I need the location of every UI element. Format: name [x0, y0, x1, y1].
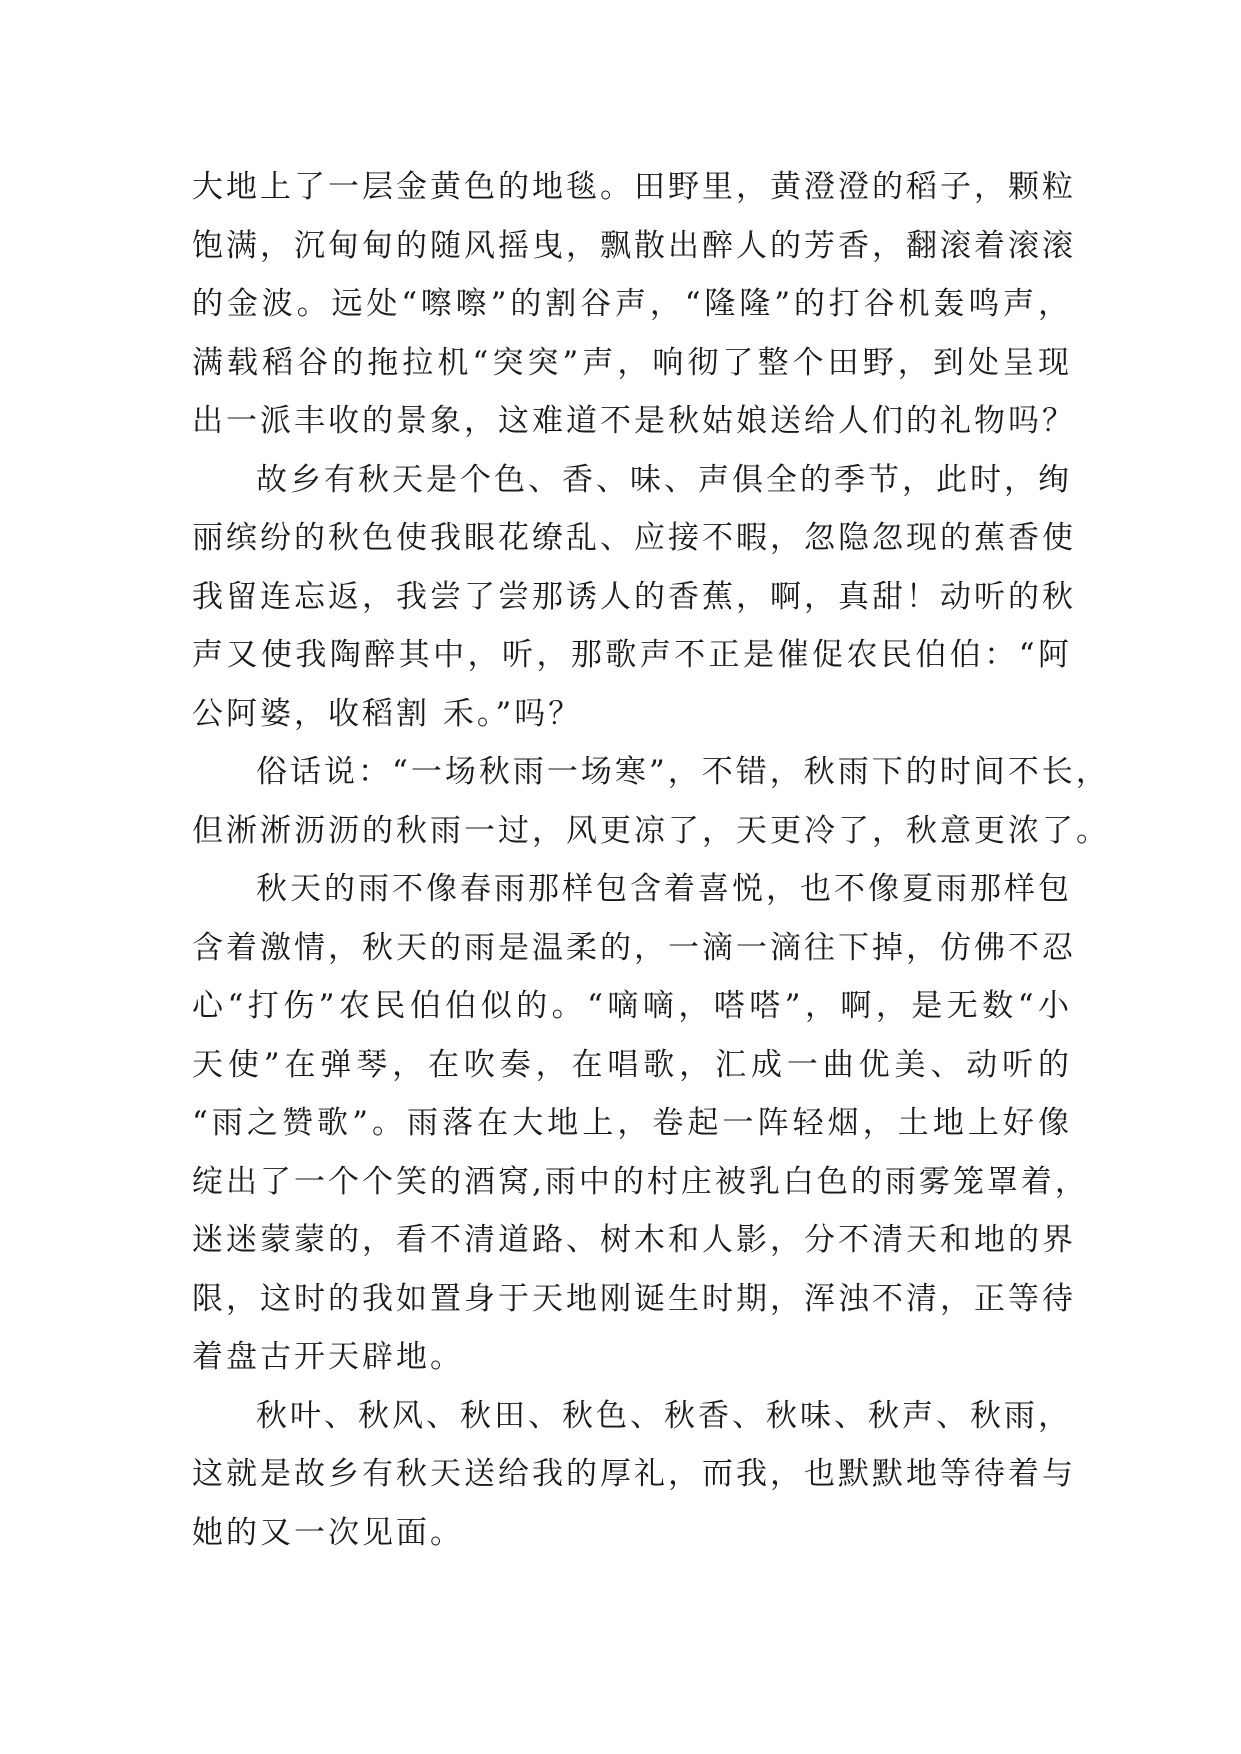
text-line: 公阿婆，收稻割 禾。”吗？ — [192, 695, 583, 732]
text-line: 俗话说：“一场秋雨一场寒”，不错，秋雨下的时间不长， — [256, 754, 1110, 790]
text-line: 满载稻谷的拖拉机“突突”声，响彻了整个田野，到处呈现 — [192, 344, 1072, 381]
text-line: 出一派丰收的景象，这难道不是秋姑娘送给人们的礼物吗？ — [192, 403, 1076, 439]
essay-body — [192, 158, 1110, 1562]
text-line: 心“打伤”农民伯伯似的。“嘀嘀，嗒嗒”，啊，是无数“小 — [192, 988, 1072, 1024]
text-line: 但淅淅沥沥的秋雨一过，风更凉了，天更冷了，秋意更浓了。 — [192, 812, 1110, 849]
text-line: 饱满，沉甸甸的随风摇曳，飘散出醉人的芳香，翻滚着滚滚 — [192, 227, 1076, 264]
text-line: 大地上了一层金黄色的地毯。田野里，黄澄澄的稻子，颗粒 — [192, 169, 1076, 205]
text-line: 秋叶、秋风、秋田、秋色、秋香、秋味、秋声、秋雨， — [256, 1397, 1072, 1434]
text-line: 丽缤纷的秋色使我眼花缭乱、应接不暇，忽隐忽现的蕉香使 — [192, 520, 1076, 556]
text-line: 着盘古开天辟地。 — [192, 1339, 464, 1375]
text-line: 声又使我陶醉其中，听，那歌声不正是催促农民伯伯：“阿 — [192, 637, 1072, 673]
text-line: 这就是故乡有秋天送给我的厚礼，而我，也默默地等待着与 — [192, 1456, 1076, 1492]
text-line: 含着激情，秋天的雨是温柔的，一滴一滴往下掉，仿佛不忍 — [192, 929, 1076, 966]
text-line: 她的又一次见面。 — [192, 1514, 464, 1551]
text-line: 绽出了一个个笑的酒窝,雨中的村庄被乳白色的雨雾笼罩着， — [192, 1163, 1089, 1200]
text-line: “雨之赞歌”。雨落在大地上，卷起一阵轻烟，土地上好像 — [192, 1105, 1072, 1141]
text-line: 的金波。远处“嚓嚓”的割谷声，“隆隆”的打谷机轰鸣声， — [192, 286, 1072, 322]
text-line: 故乡有秋天是个色、香、味、声俱全的季节，此时，绚 — [256, 461, 1072, 498]
text-line: 迷迷蒙蒙的，看不清道路、树木和人影，分不清天和地的界 — [192, 1222, 1076, 1258]
text-line: 天使”在弹琴，在吹奏，在唱歌，汇成一曲优美、动听的 — [192, 1046, 1072, 1083]
text-line: 限，这时的我如置身于天地刚诞生时期，浑浊不清，正等待 — [192, 1280, 1076, 1317]
text-line: 我留连忘返，我尝了尝那诱人的香蕉，啊，真甜！动听的秋 — [192, 578, 1076, 615]
text-line: 秋天的雨不像春雨那样包含着喜悦，也不像夏雨那样包 — [256, 871, 1072, 907]
